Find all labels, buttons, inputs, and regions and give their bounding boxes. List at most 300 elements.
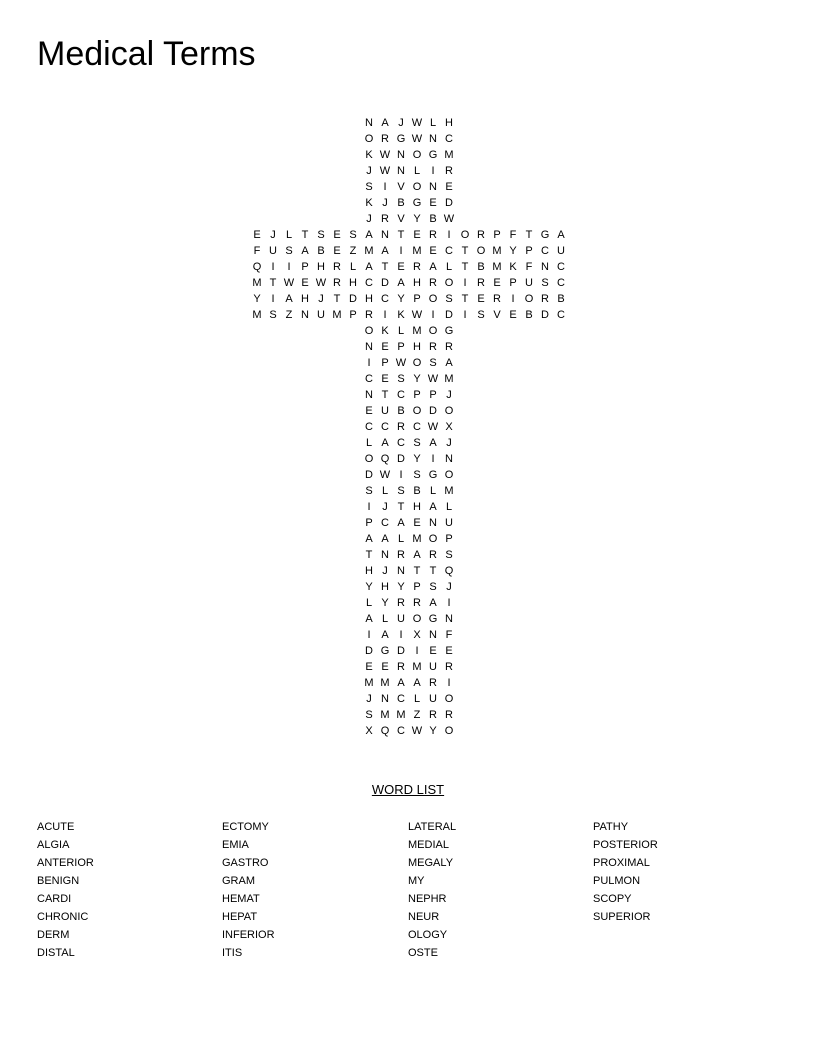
grid-letter: O (412, 405, 422, 417)
grid-letter: A (365, 229, 373, 241)
grid-letter: D (397, 453, 405, 465)
grid-letter: T (461, 261, 469, 273)
word-list-item: GASTRO (222, 857, 269, 869)
grid-letter: N (429, 181, 437, 193)
grid-letter: L (349, 261, 357, 273)
grid-letter: I (447, 597, 451, 609)
grid-letter: C (381, 293, 389, 305)
word-list-item: INFERIOR (222, 929, 275, 941)
grid-letter: K (397, 309, 405, 321)
grid-letter: E (445, 645, 453, 657)
grid-letter: E (381, 661, 389, 673)
grid-letter: C (445, 133, 453, 145)
grid-letter: X (365, 725, 373, 737)
grid-letter: Y (509, 245, 517, 257)
grid-letter: N (301, 309, 309, 321)
grid-letter: N (381, 549, 389, 561)
grid-letter: T (461, 245, 469, 257)
grid-letter: E (429, 245, 437, 257)
grid-letter: P (429, 389, 437, 401)
grid-letter: G (428, 469, 438, 481)
grid-letter: A (285, 293, 293, 305)
word-list-item: DERM (37, 929, 70, 941)
grid-letter: G (428, 149, 438, 161)
grid-letter: A (381, 629, 389, 641)
word-list-item: HEPAT (222, 911, 258, 923)
grid-letter: P (365, 517, 373, 529)
grid-letter: S (365, 485, 373, 497)
grid-letter: W (379, 469, 391, 481)
grid-letter: I (399, 245, 403, 257)
grid-letter: N (381, 693, 389, 705)
grid-letter: S (541, 277, 549, 289)
grid-letter: I (431, 309, 435, 321)
grid-letter: L (397, 325, 405, 337)
grid-letter: D (445, 197, 453, 209)
grid-letter: D (397, 645, 405, 657)
grid-letter: I (367, 501, 371, 513)
grid-letter: H (445, 117, 453, 129)
grid-letter: Y (253, 293, 261, 305)
grid-letter: A (381, 117, 389, 129)
grid-letter: O (444, 693, 454, 705)
grid-letter: P (525, 245, 533, 257)
grid-letter: R (413, 261, 421, 273)
word-list-item: SCOPY (593, 893, 632, 905)
grid-letter: F (253, 245, 261, 257)
grid-letter: G (444, 325, 454, 337)
grid-letter: M (252, 309, 262, 321)
grid-letter: S (365, 709, 373, 721)
grid-letter: P (349, 309, 357, 321)
grid-letter: I (463, 309, 467, 321)
grid-letter: R (397, 549, 405, 561)
grid-letter: D (349, 293, 357, 305)
word-list-item: PATHY (593, 821, 629, 833)
word-list-item: ALGIA (37, 839, 70, 851)
grid-letter: C (365, 277, 373, 289)
grid-letter: H (413, 341, 421, 353)
grid-letter: A (301, 245, 309, 257)
grid-letter: M (412, 325, 422, 337)
grid-letter: N (429, 517, 437, 529)
grid-letter: A (429, 597, 437, 609)
grid-letter: W (379, 165, 391, 177)
grid-letter: W (411, 117, 423, 129)
grid-letter: K (365, 197, 373, 209)
word-list-item: ECTOMY (222, 821, 269, 833)
grid-letter: P (301, 261, 309, 273)
grid-letter: T (397, 501, 405, 513)
word-list-item: ITIS (222, 947, 243, 959)
grid-letter: T (429, 565, 437, 577)
word-list-item: DISTAL (37, 947, 75, 959)
grid-letter: P (509, 277, 517, 289)
grid-letter: V (397, 181, 405, 193)
grid-letter: N (365, 389, 373, 401)
grid-letter: C (397, 693, 405, 705)
word-list-column (593, 818, 658, 926)
grid-letter: R (493, 293, 501, 305)
grid-letter: R (397, 421, 405, 433)
grid-letter: Y (397, 581, 405, 593)
grid-letter: A (557, 229, 565, 241)
grid-letter: C (381, 421, 389, 433)
grid-letter: H (365, 293, 373, 305)
grid-letter: X (413, 629, 421, 641)
grid-letter: Y (365, 581, 373, 593)
grid-letter: I (399, 629, 403, 641)
grid-letter: J (398, 117, 404, 129)
grid-letter: R (429, 229, 437, 241)
grid-letter: D (365, 645, 373, 657)
grid-letter: A (381, 245, 389, 257)
grid-letter: A (397, 677, 405, 689)
grid-letter: K (381, 325, 389, 337)
grid-letter: R (397, 661, 405, 673)
grid-letter: U (525, 277, 533, 289)
grid-letter: O (444, 405, 454, 417)
grid-letter: W (411, 133, 423, 145)
grid-letter: A (365, 613, 373, 625)
grid-letter: S (397, 373, 405, 385)
grid-letter: B (525, 309, 533, 321)
word-list-item: BENIGN (37, 875, 80, 887)
grid-letter: F (509, 229, 517, 241)
grid-letter: H (317, 261, 325, 273)
grid-letter: I (415, 645, 419, 657)
grid-letter: U (429, 693, 437, 705)
grid-letter: T (397, 229, 405, 241)
grid-letter: O (476, 245, 486, 257)
grid-letter: I (463, 277, 467, 289)
grid-letter: I (271, 261, 275, 273)
grid-letter: T (381, 261, 389, 273)
grid-letter: T (413, 565, 421, 577)
grid-letter: B (397, 197, 405, 209)
grid-letter: E (381, 373, 389, 385)
grid-letter: G (428, 613, 438, 625)
grid-letter: A (381, 437, 389, 449)
grid-letter: E (445, 181, 453, 193)
grid-letter: C (541, 245, 549, 257)
grid-letter: E (509, 309, 517, 321)
grid-letter: J (366, 213, 372, 225)
grid-letter: B (397, 405, 405, 417)
word-list-item: NEUR (408, 911, 440, 923)
grid-letter: U (269, 245, 277, 257)
grid-letter: R (429, 341, 437, 353)
grid-letter: W (411, 309, 423, 321)
word-list-item: POSTERIOR (593, 839, 658, 851)
grid-letter: J (270, 229, 276, 241)
grid-letter: O (444, 469, 454, 481)
grid-letter: C (557, 261, 565, 273)
grid-letter: F (525, 261, 533, 273)
grid-letter: Y (413, 213, 421, 225)
grid-letter: R (381, 213, 389, 225)
grid-letter: L (381, 613, 389, 625)
word-list-column (408, 818, 456, 962)
grid-letter: A (413, 549, 421, 561)
grid-letter: B (429, 213, 437, 225)
grid-letter: I (431, 453, 435, 465)
grid-letter: H (381, 581, 389, 593)
word-list-item: PULMON (593, 875, 641, 887)
grid-letter: J (318, 293, 324, 305)
grid-letter: L (429, 117, 437, 129)
grid-letter: M (396, 709, 406, 721)
grid-letter: U (317, 309, 325, 321)
word-list-item: MEGALY (408, 857, 454, 869)
grid-letter: S (349, 229, 357, 241)
grid-letter: B (557, 293, 565, 305)
grid-letter: N (381, 229, 389, 241)
word-list-item: PROXIMAL (593, 857, 650, 869)
word-list-item: MEDIAL (408, 839, 449, 851)
grid-letter: W (315, 277, 327, 289)
grid-letter: S (365, 181, 373, 193)
grid-letter: P (413, 581, 421, 593)
grid-letter: Z (413, 709, 421, 721)
grid-letter: K (509, 261, 517, 273)
word-list-item: LATERAL (408, 821, 457, 833)
grid-letter: E (413, 229, 421, 241)
grid-letter: S (429, 357, 437, 369)
grid-letter: N (429, 629, 437, 641)
grid-letter: O (428, 293, 438, 305)
grid-letter: N (445, 613, 453, 625)
grid-letter: J (446, 389, 452, 401)
grid-letter: B (477, 261, 485, 273)
word-list-item: CARDI (37, 893, 72, 905)
grid-letter: W (395, 357, 407, 369)
grid-letter: R (429, 277, 437, 289)
grid-letter: E (493, 277, 501, 289)
grid-letter: N (365, 341, 373, 353)
grid-letter: O (364, 453, 374, 465)
grid-letter: N (445, 453, 453, 465)
grid-letter: R (477, 229, 485, 241)
grid-letter: T (381, 389, 389, 401)
word-list-item: OLOGY (408, 929, 448, 941)
grid-letter: S (445, 549, 453, 561)
grid-letter: R (365, 309, 373, 321)
grid-letter: M (444, 373, 454, 385)
grid-letter: J (366, 165, 372, 177)
grid-letter: O (428, 533, 438, 545)
grid-letter: A (397, 517, 405, 529)
grid-letter: S (317, 229, 325, 241)
grid-letter: I (447, 677, 451, 689)
word-list-item: MY (408, 875, 425, 887)
grid-letter: P (445, 533, 453, 545)
grid-letter: O (412, 149, 422, 161)
grid-letter: Q (252, 261, 262, 273)
grid-letter: U (557, 245, 565, 257)
grid-letter: S (413, 437, 421, 449)
grid-letter: I (431, 165, 435, 177)
grid-letter: Y (397, 293, 405, 305)
grid-letter: H (301, 293, 309, 305)
grid-letter: X (445, 421, 453, 433)
word-list-item: ANTERIOR (37, 857, 94, 869)
grid-letter: D (541, 309, 549, 321)
grid-letter: P (381, 357, 389, 369)
grid-letter: O (412, 357, 422, 369)
grid-letter: C (397, 725, 405, 737)
grid-letter: C (557, 277, 565, 289)
word-list-item: HEMAT (222, 893, 260, 905)
grid-letter: L (429, 485, 437, 497)
grid-letter: V (493, 309, 501, 321)
word-list-item: NEPHR (408, 893, 447, 905)
grid-letter: Y (413, 373, 421, 385)
grid-letter: O (428, 325, 438, 337)
grid-letter: S (269, 309, 277, 321)
grid-letter: I (287, 261, 291, 273)
grid-letter: W (427, 373, 439, 385)
grid-letter: C (557, 309, 565, 321)
grid-letter: G (412, 197, 422, 209)
grid-letter: Q (444, 565, 454, 577)
grid-letter: N (397, 565, 405, 577)
grid-letter: O (412, 613, 422, 625)
grid-letter: U (429, 661, 437, 673)
grid-letter: P (413, 293, 421, 305)
grid-letter: M (444, 485, 454, 497)
grid-letter: L (413, 165, 421, 177)
grid-letter: T (525, 229, 533, 241)
grid-letter: R (445, 709, 453, 721)
grid-letter: I (511, 293, 515, 305)
grid-letter: N (541, 261, 549, 273)
grid-letter: C (397, 389, 405, 401)
grid-letter: R (477, 277, 485, 289)
grid-letter: C (413, 421, 421, 433)
word-list-item: SUPERIOR (593, 911, 651, 923)
grid-letter: I (383, 309, 387, 321)
grid-letter: A (381, 533, 389, 545)
grid-letter: E (333, 229, 341, 241)
grid-letter: C (365, 421, 373, 433)
grid-letter: A (365, 533, 373, 545)
grid-letter: J (446, 437, 452, 449)
grid-letter: N (429, 133, 437, 145)
grid-letter: M (412, 245, 422, 257)
grid-letter: D (365, 469, 373, 481)
grid-letter: R (541, 293, 549, 305)
grid-letter: T (333, 293, 341, 305)
grid-letter: E (429, 197, 437, 209)
grid-letter: P (413, 389, 421, 401)
grid-letter: D (445, 309, 453, 321)
grid-letter: Y (429, 725, 437, 737)
grid-letter: W (427, 421, 439, 433)
grid-letter: M (444, 149, 454, 161)
grid-letter: A (445, 357, 453, 369)
grid-letter: R (445, 165, 453, 177)
grid-letter: I (367, 357, 371, 369)
grid-letter: L (285, 229, 293, 241)
grid-letter: A (429, 501, 437, 513)
grid-letter: E (365, 405, 373, 417)
grid-letter: S (429, 581, 437, 593)
word-list-item: OSTE (408, 947, 438, 959)
grid-letter: O (444, 277, 454, 289)
grid-letter: R (445, 661, 453, 673)
grid-letter: E (365, 661, 373, 673)
grid-letter: G (540, 229, 550, 241)
grid-letter: C (365, 373, 373, 385)
grid-letter: L (365, 437, 373, 449)
grid-letter: U (445, 517, 453, 529)
grid-letter: A (429, 261, 437, 273)
grid-letter: M (492, 245, 502, 257)
grid-letter: M (412, 533, 422, 545)
grid-letter: W (379, 149, 391, 161)
grid-letter: R (429, 677, 437, 689)
grid-letter: C (381, 517, 389, 529)
grid-letter: I (367, 629, 371, 641)
grid-letter: R (413, 597, 421, 609)
grid-letter: R (445, 341, 453, 353)
grid-letter: O (412, 181, 422, 193)
grid-letter: B (317, 245, 325, 257)
grid-letter: M (332, 309, 342, 321)
word-list-column (37, 818, 94, 962)
grid-letter: W (443, 213, 455, 225)
grid-letter: S (285, 245, 293, 257)
grid-letter: Q (380, 725, 390, 737)
grid-letter: M (364, 245, 374, 257)
grid-letter: H (413, 277, 421, 289)
grid-letter: R (429, 709, 437, 721)
word-list-item: GRAM (222, 875, 255, 887)
grid-letter: P (397, 341, 405, 353)
grid-letter: M (380, 709, 390, 721)
grid-letter: J (382, 197, 388, 209)
word-list-item: EMIA (222, 839, 249, 851)
grid-letter: G (396, 133, 406, 145)
grid-letter: I (399, 469, 403, 481)
grid-letter: P (493, 229, 501, 241)
grid-letter: O (460, 229, 470, 241)
grid-letter: L (445, 501, 453, 513)
grid-letter: J (382, 565, 388, 577)
word-list-heading: WORD LIST (371, 782, 445, 797)
grid-letter: E (413, 517, 421, 529)
grid-letter: E (381, 341, 389, 353)
grid-letter: T (365, 549, 373, 561)
grid-letter: O (444, 725, 454, 737)
grid-letter: N (365, 117, 373, 129)
grid-letter: D (429, 405, 437, 417)
grid-letter: R (333, 261, 341, 273)
grid-letter: C (397, 437, 405, 449)
grid-letter: Q (380, 453, 390, 465)
grid-letter: W (411, 725, 423, 737)
word-list-column (222, 818, 275, 962)
grid-letter: M (412, 661, 422, 673)
grid-letter: J (382, 501, 388, 513)
page-title: Medical Terms (37, 35, 256, 73)
grid-letter: E (301, 277, 309, 289)
grid-letter: I (271, 293, 275, 305)
grid-letter: E (253, 229, 261, 241)
grid-letter: O (364, 325, 374, 337)
grid-letter: S (413, 469, 421, 481)
